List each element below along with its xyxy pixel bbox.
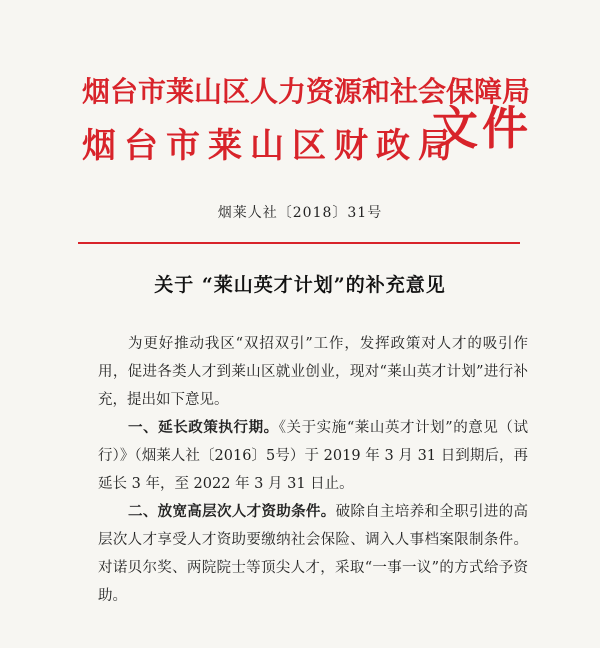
- issuer-line-1: 烟台市莱山区人力资源和社会保障局: [82, 75, 531, 108]
- item-2-text: 破除自主培养和全职引进的高层次人才享受人才资助要缴纳社会保险、调入人事档案限制条件。对诺贝尔奖、两院院士等顶尖人才，采取“一事一议”的方式给予资助。: [98, 504, 529, 604]
- header-divider: [78, 242, 520, 244]
- document-body: [98, 330, 528, 610]
- item-2-heading: 二、放宽高层次人才资助条件。: [128, 503, 336, 520]
- document-type: 文件: [432, 101, 532, 155]
- item-1-heading: 一、延长政策执行期。: [128, 419, 279, 436]
- document-number: 烟莱人社〔2018〕31号: [217, 205, 383, 221]
- item-1-paragraph: [98, 414, 528, 498]
- intro-paragraph: 为更好推动我区“双招双引”工作，发挥政策对人才的吸引作用，促进各类人才到莱山区就业创业，现对“莱山英才计划”进行补充，提出如下意见。: [98, 336, 528, 408]
- document-title: 关于 “莱山英才计划”的补充意见: [154, 274, 446, 296]
- item-2-paragraph: [98, 498, 528, 610]
- issuer-line-2: 烟台市莱山区财政局: [82, 126, 460, 166]
- item-1-text: 《关于实施“莱山英才计划”的意见（试行）》（烟莱人社〔2016〕5号）于 2019 年 3 月 31 日到期后，再延长 3 年，至 2022 年 3 月 31 日止。: [98, 420, 529, 492]
